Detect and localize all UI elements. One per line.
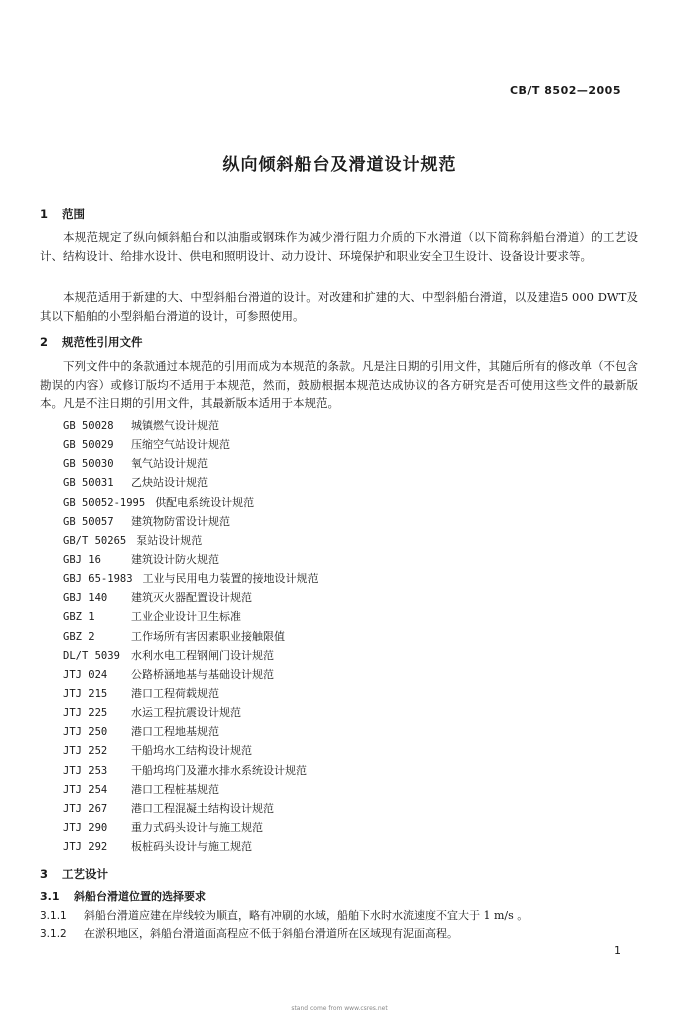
reference-code: DL/T 5039 [63, 649, 120, 662]
reference-title: 工业企业设计卫生标准 [131, 610, 241, 624]
reference-item [63, 761, 319, 780]
reference-item [63, 493, 319, 512]
reference-code: JTJ 292 [63, 841, 108, 854]
reference-item [63, 473, 319, 492]
reference-item [63, 780, 319, 799]
reference-title: 建筑物防雷设计规范 [131, 514, 230, 528]
reference-title: 压缩空气站设计规范 [131, 438, 230, 452]
page-number: 1 [614, 944, 621, 957]
reference-title: 干船坞坞门及灌水排水系统设计规范 [131, 763, 307, 777]
reference-code: GBZ 2 [63, 630, 95, 643]
reference-code: JTJ 252 [63, 745, 108, 758]
reference-item [63, 416, 319, 435]
section-title: 范围 [62, 207, 85, 221]
standard-code: CB/T 8502—2005 [509, 84, 621, 97]
reference-code: GB 50052-1995 [63, 496, 146, 509]
reference-item [63, 722, 319, 741]
reference-code: JTJ 225 [63, 707, 108, 720]
reference-title: 乙炔站设计规范 [131, 476, 208, 490]
subsection-number: 3.1 [40, 890, 60, 903]
subsection-title: 斜船台滑道位置的选择要求 [74, 890, 206, 903]
reference-title: 工业与民用电力装置的接地设计规范 [142, 572, 319, 586]
reference-title: 板桩码头设计与施工规范 [131, 840, 252, 854]
reference-item [63, 550, 319, 569]
reference-code: GBZ 1 [63, 611, 95, 624]
reference-item [63, 569, 319, 588]
section-number: 1 [40, 207, 49, 221]
reference-title: 供配电系统设计规范 [155, 495, 255, 509]
section-number: 2 [40, 335, 49, 349]
section-1-paragraph-1: 本规范规定了纵向倾斜船台和以油脂或钢珠作为减少滑行阻力介质的下水滑道（以下简称斜船台滑道）的工艺设计、结构设计、给排水设计、供电和照明设计、动力设计、环境保护和职业安全卫生设计、设备设计要求等。 [40, 230, 638, 263]
reference-item [63, 703, 319, 722]
reference-code: GB 50028 [63, 420, 114, 432]
section-title: 规范性引用文件 [62, 335, 143, 349]
reference-item [63, 684, 319, 703]
reference-item [63, 607, 319, 626]
reference-title: 工作场所有害因素职业接触限值 [131, 629, 285, 643]
reference-code: GB 50031 [63, 477, 114, 490]
reference-item [63, 435, 319, 454]
reference-title: 港口工程桩基规范 [131, 782, 219, 796]
reference-code: JTJ 254 [63, 783, 108, 796]
reference-code: JTJ 250 [63, 726, 108, 739]
reference-code: JTJ 253 [63, 764, 108, 777]
reference-item [63, 799, 319, 818]
reference-title: 干船坞水工结构设计规范 [131, 744, 252, 758]
reference-item [63, 531, 319, 550]
clause-number: 3.1.2 [40, 928, 67, 940]
clause-text: 斜船台滑道应建在岸线较为顺直，略有冲刷的水域，船舶下水时水流速度不宜大于 1 m/s 。 [84, 909, 529, 922]
section-title: 工艺设计 [62, 867, 108, 881]
section-3-heading [40, 866, 108, 882]
reference-title: 港口工程荷载规范 [131, 686, 219, 700]
reference-item [63, 627, 319, 646]
reference-title: 重力式码头设计与施工规范 [131, 820, 263, 834]
reference-title: 建筑设计防火规范 [131, 552, 219, 566]
reference-code: GBJ 16 [63, 553, 101, 566]
section-2-heading [40, 334, 143, 350]
reference-item [63, 512, 319, 531]
reference-title: 城镇燃气设计规范 [131, 419, 219, 432]
normative-references-list [63, 416, 319, 856]
reference-item [63, 454, 319, 473]
reference-title: 水利水电工程钢闸门设计规范 [131, 648, 274, 662]
clause-3-1-1 [40, 907, 528, 923]
section-number: 3 [40, 867, 49, 881]
reference-code: GBJ 140 [63, 592, 108, 605]
reference-code: GBJ 65-1983 [63, 573, 133, 586]
reference-code: JTJ 024 [63, 668, 108, 681]
reference-code: GB 50057 [63, 515, 114, 528]
reference-title: 氧气站设计规范 [131, 457, 208, 471]
clause-text: 在淤积地区，斜船台滑道面高程应不低于斜船台滑道所在区域现有泥面高程。 [84, 927, 458, 940]
reference-title: 公路桥涵地基与基础设计规范 [131, 667, 274, 681]
section-1-heading [40, 206, 85, 222]
clause-3-1-2 [40, 925, 458, 941]
reference-code: JTJ 290 [63, 821, 108, 834]
reference-item [63, 837, 319, 856]
reference-title: 港口工程地基规范 [131, 725, 219, 739]
section-1-paragraph-2: 本规范适用于新建的大、中型斜船台滑道的设计。对改建和扩建的大、中型斜船台滑道，以及建造5 000 DWT及其以下船舶的小型斜船台滑道的设计，可参照使用。 [40, 290, 638, 323]
reference-item [63, 665, 319, 684]
reference-item [63, 588, 319, 607]
document-title: 纵向倾斜船台及滑道设计规范 [222, 155, 457, 175]
reference-title: 建筑灭火器配置设计规范 [131, 591, 252, 605]
reference-item [63, 818, 319, 837]
reference-code: GB 50029 [63, 439, 114, 452]
clause-number: 3.1.1 [40, 910, 67, 922]
reference-title: 泵站设计规范 [136, 533, 203, 547]
reference-code: GB 50030 [63, 458, 114, 471]
reference-title: 水运工程抗震设计规范 [131, 706, 241, 720]
reference-item [63, 646, 319, 665]
reference-code: GB/T 50265 [63, 534, 127, 547]
subsection-3-1-heading [40, 888, 206, 904]
reference-title: 港口工程混凝土结构设计规范 [131, 801, 274, 815]
reference-code: JTJ 215 [63, 687, 108, 700]
reference-item [63, 741, 319, 760]
reference-code: JTJ 267 [63, 802, 108, 815]
section-2-paragraph-1: 下列文件中的条款通过本规范的引用而成为本规范的条款。凡是注日期的引用文件，其随后所有的修改单（不包含勘误的内容）或修订版均不适用于本规范，然而，鼓励根据本规范达成协议的各方研究是否可使用这些文件的最新版本。凡是不注日期的引用文件，其最新版本适用于本规范。 [40, 359, 638, 410]
watermark-text: stand come from www.csres.net [291, 1005, 388, 1012]
